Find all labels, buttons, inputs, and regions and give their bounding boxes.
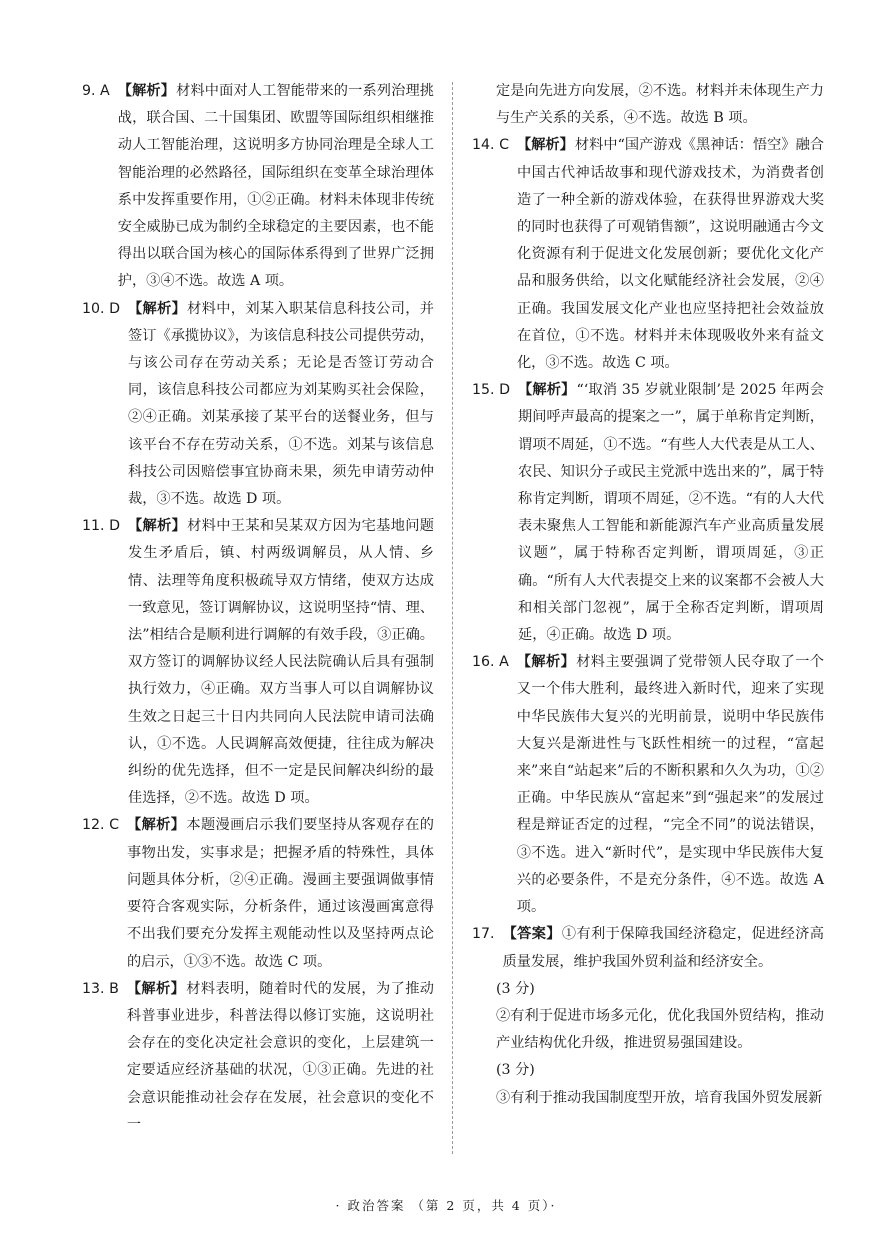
analysis-text: 材料中，刘某入职某信息科技公司，并签订《承揽协议》，为该信息科技公司提供劳动，与该公司存在劳动关系；无论是否签订劳动合同，该信息科技公司都应为刘某购买社会保险，②④正确。刘某承接了某平台的送餐业务，但与该平台不存在劳动关系，①不选。刘某与该信息科技公司因赔偿事宜协商未果，须先申请劳动仲裁，③不选。故选 D 项。 <box>128 300 434 508</box>
score-1: (3 分) <box>496 980 535 997</box>
question-15 <box>472 377 824 649</box>
question-12 <box>82 812 434 975</box>
question-10 <box>82 296 434 514</box>
answer-point-3: ③有利于推动我国制度型开放，培育我国外贸发展新 <box>496 1089 823 1106</box>
question-number: 17. <box>472 926 495 943</box>
question-body <box>518 377 824 649</box>
left-column <box>82 78 434 1139</box>
analysis-tag: 【解析】 <box>516 137 574 154</box>
question-number: 16. A <box>472 654 509 671</box>
analysis-text: 材料主要强调了党带领人民夺取了一个又一个伟大胜利，最终进入新时代，迎来了实现中华民族伟大复兴的光明前景，说明中华民族伟大复兴是渐进性与飞跃性相统一的过程，“富起来”来自“站起来”后的不断积累和久久为功，①②正确。中华民族从“富起来”到“强起来”的发展过程是辩证否定的过程，“完全不同”的说法错误，③不选。进入“新时代”，是实现中华民族伟大复兴的必要条件，不是充分条件，④不选。故选 A 项。 <box>516 654 824 916</box>
question-number: 10. D <box>82 300 120 317</box>
analysis-tag: 【解析】 <box>128 300 187 317</box>
question-body <box>128 513 434 812</box>
question-body <box>127 976 434 1139</box>
analysis-text: 材料中“国产游戏《黑神话：悟空》融合中国古代神话故事和现代游戏技术，为消费者创造了一种全新的游戏体验，在获得世界游戏大奖的同时也获得了可观销售额”，这说明融通古今文化资源有利于促进文化发展创新；要优化文化产品和服务供给，以文化赋能经济社会发展，②④正确。我国发展文化产业也应坚持把社会效益放在首位，①不选。材料并未体现吸收外来有益文化，③不选。故选 C 项。 <box>516 137 824 372</box>
question-body <box>517 132 824 377</box>
score-2: (3 分) <box>496 1062 535 1079</box>
question-14 <box>472 132 824 377</box>
answer-point-2: ②有利于促进市场多元化，优化我国外贸结构，推动产业结构优化升级，推进贸易强国建设。 <box>496 1007 824 1052</box>
analysis-tag: 【解析】 <box>117 83 176 99</box>
question-number: 11. D <box>82 518 120 535</box>
question-13-continuation: 定是向先进方向发展，②不选。材料并未体现生产力与生产关系的关系，④不选。故选 B 项。 <box>496 83 824 127</box>
question-number: 12. C <box>82 817 119 834</box>
analysis-tag: 【解析】 <box>128 518 187 535</box>
question-16 <box>472 649 824 921</box>
question-17 <box>472 921 824 975</box>
question-number: 9. A <box>82 83 110 99</box>
analysis-text: 材料表明，随着时代的发展，为了推动科普事业进步，科普法得以修订实施，这说明社会存在的变化决定社会意识的变化，上层建筑一定要适应经济基础的状况，①③正确。先进的社会意识能推动社会存在发展，社会意识的变化不一 <box>126 980 434 1133</box>
analysis-tag: 【解析】 <box>516 654 576 671</box>
analysis-text: 本题漫画启示我们要坚持从客观存在的事物出发，实事求是；把握矛盾的特殊性，具体问题具体分析，②④正确。漫画主要强调做事情要符合客观实际，分析条件，通过该漫画寓意得不出我们要充分发挥主观能动性以及坚持两点论的启示，①③不选。故选 C 项。 <box>126 817 434 970</box>
question-body <box>517 649 824 921</box>
analysis-tag: 【解析】 <box>518 382 576 399</box>
question-number: 15. D <box>472 382 510 399</box>
question-number: 14. C <box>472 137 509 154</box>
question-body <box>128 296 434 514</box>
analysis-text: 材料中面对人工智能带来的一系列治理挑战，联合国、二十国集团、欧盟等国际组织相继推动人工智能治理，这说明多方协同治理是全球人工智能治理的必然路径，国际组织在变革全球治理体系中发挥重要作用，①②正确。材料未体现非传统安全威胁已成为制约全球稳定的主要因素，也不能得出以联合国为核心的国际体系得到了世界广泛拥护，③④不选。故选 A 项。 <box>117 83 434 290</box>
question-13 <box>82 976 434 1139</box>
question-11 <box>82 513 434 812</box>
question-number: 13. B <box>82 980 119 997</box>
right-column <box>472 78 824 1112</box>
column-divider <box>452 82 453 1154</box>
analysis-text: 材料中王某和吴某双方因为宅基地问题发生矛盾后，镇、村两级调解员，从人情、乡情、法理等角度积极疏导双方情绪，使双方达成一致意见，签订调解协议，这说明坚持“情、理、法”相结合是顺利进行调解的有效手段，③正确。双方签订的调解协议经人民法院确认后具有强制执行效力，④正确。双方当事人可以自调解协议生效之日起三十日内共同向人民法院申请司法确认，①不选。人民调解高效便捷，往往成为解决纠纷的优先选择，但不一定是民间解决纠纷的最佳选择，②不选。故选 D 项。 <box>128 518 434 807</box>
answer-tag: 【答案】 <box>502 926 561 943</box>
page-footer: · 政治答案 （第 2 页，共 4 页）· <box>335 1198 557 1213</box>
analysis-text: “‘取消 35 岁就业限制’是 2025 年两会期间呼声最高的提案之一”，属于单称肯定判断，谓项不周延，①不选。“有些人大代表是从工人、农民、知识分子或民主党派中选出来的”，属于特称肯定判断，谓项不周延，②不选。“有的人大代表未聚焦人工智能和新能源汽车产业高质量发展议题”，属于特称否定判断，谓项周延，③正确。“所有人大代表提交上来的议案都不会被人大和相关部门忽视”，属于全称否定判断，谓项周延，④正确。故选 D 项。 <box>518 382 824 644</box>
question-9 <box>82 78 434 296</box>
question-body <box>503 921 824 975</box>
question-body <box>127 812 434 975</box>
analysis-tag: 【解析】 <box>126 980 186 997</box>
answer-point-1: ①有利于保障我国经济稳定，促进经济高质量发展，维护我国外贸利益和经济安全。 <box>502 926 824 970</box>
analysis-tag: 【解析】 <box>126 817 186 834</box>
question-body <box>118 78 434 296</box>
